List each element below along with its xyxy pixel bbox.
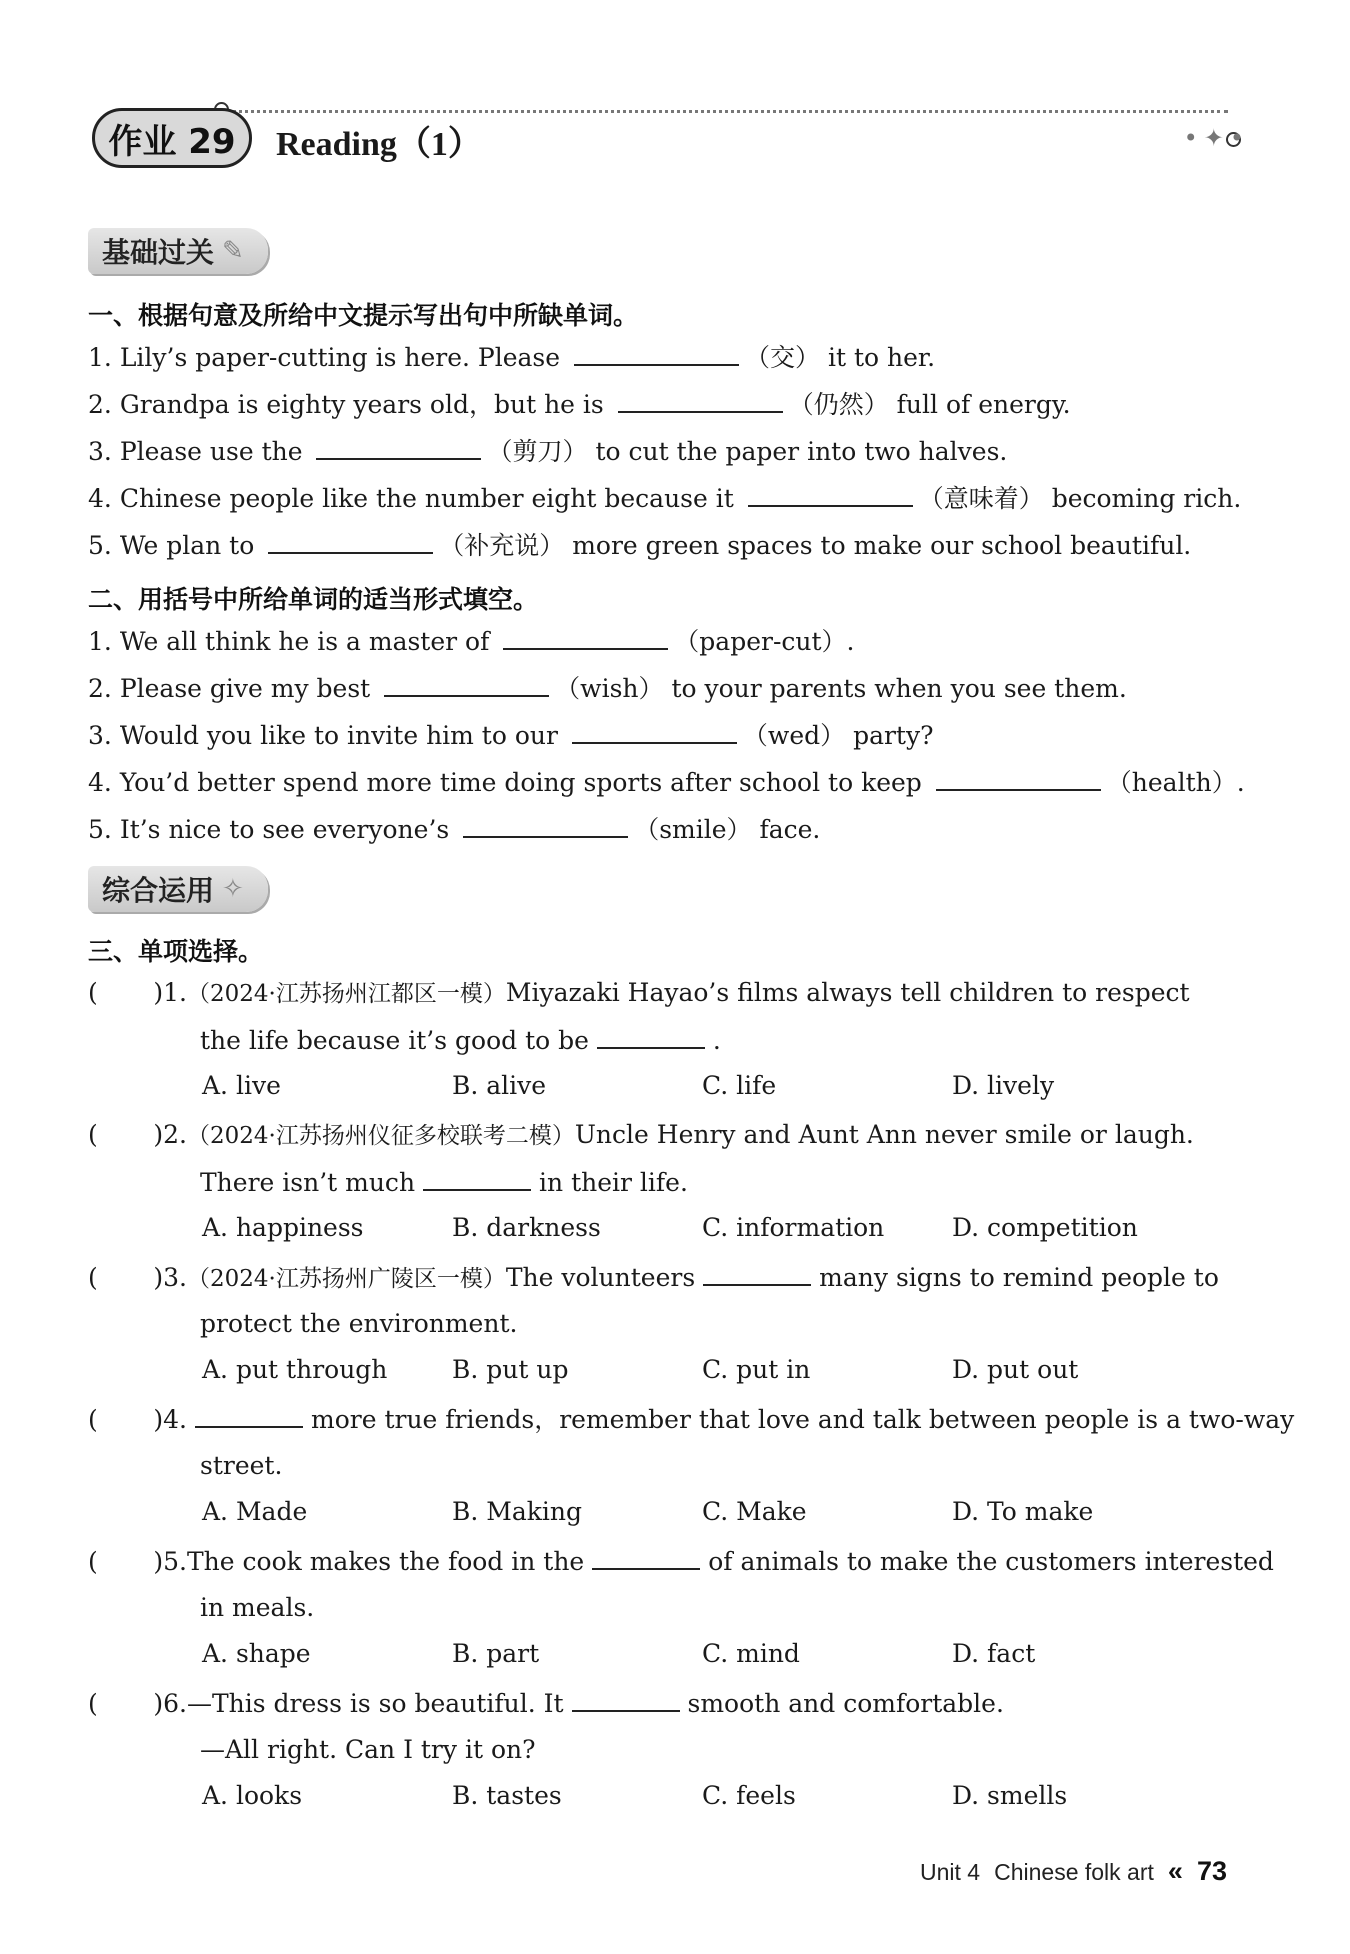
option-a[interactable]: A. live	[202, 1071, 281, 1100]
question-line	[88, 1260, 1219, 1296]
answer-paren[interactable]: ( )	[88, 1547, 164, 1576]
item-hint: （wed）	[742, 721, 846, 750]
header-dotted-line	[220, 110, 1228, 113]
answer-blank[interactable]	[463, 812, 628, 838]
section-banner-basic-label: 基础过关	[102, 236, 215, 269]
question-text: Uncle Henry and Aunt Ann never smile or laugh.	[574, 1120, 1194, 1149]
item-hint: （交）	[745, 343, 821, 372]
question-number: 3.	[163, 1263, 187, 1292]
option-b[interactable]: B. alive	[452, 1071, 547, 1100]
item-hint: （smile）	[634, 815, 752, 844]
item-text-before: Grandpa is eighty years old，but he is	[119, 390, 604, 419]
item-text-before: Please use the	[119, 437, 303, 466]
question-line	[88, 976, 1190, 1011]
question-line	[88, 1402, 1294, 1437]
answer-blank[interactable]	[572, 718, 737, 744]
pencil-icon: ✎	[222, 236, 244, 266]
option-c[interactable]: C. mind	[702, 1639, 800, 1668]
item-text-before: Chinese people like the number eight because it	[119, 484, 734, 513]
item-hint: （health）.	[1106, 768, 1245, 797]
option-b[interactable]: B. darkness	[452, 1213, 601, 1242]
item-text-before: You’d better spend more time doing sports after school to keep	[119, 768, 922, 797]
answer-blank[interactable]	[618, 387, 783, 413]
question-line: in meals.	[200, 1593, 315, 1622]
option-c[interactable]: C. feels	[702, 1781, 796, 1810]
fill-item	[88, 624, 855, 659]
question-number: 6.	[163, 1689, 187, 1718]
item-text-before: We all think he is a master of	[119, 627, 490, 656]
fill-item	[88, 528, 1191, 563]
answer-blank[interactable]	[384, 671, 549, 697]
part1-heading: 一、根据句意及所给中文提示写出句中所缺单词。	[88, 301, 639, 330]
answer-blank[interactable]	[316, 434, 481, 460]
item-text-after: it to her.	[827, 343, 936, 372]
answer-paren[interactable]: ( )	[88, 978, 164, 1007]
option-d[interactable]: D. smells	[952, 1781, 1068, 1810]
item-number: 5.	[88, 531, 112, 560]
section-banner-comprehensive-label: 综合运用	[102, 874, 215, 907]
question-line: protect the environment.	[200, 1309, 518, 1338]
item-hint: （剪刀）	[487, 437, 588, 466]
item-number: 5.	[88, 815, 112, 844]
page-footer	[920, 1856, 1227, 1887]
question-line: —All right. Can I try it on?	[200, 1735, 536, 1764]
homework-badge-text: 作业 29	[108, 121, 236, 162]
item-number: 4.	[88, 768, 112, 797]
option-c[interactable]: C. life	[702, 1071, 777, 1100]
answer-paren[interactable]: ( )	[88, 1689, 164, 1718]
option-b[interactable]: B. part	[452, 1639, 540, 1668]
fill-item	[88, 340, 935, 375]
question-text: many signs to remind people to	[819, 1263, 1219, 1292]
question-line	[88, 1686, 1004, 1721]
question-number: 2.	[163, 1120, 187, 1149]
option-d[interactable]: D. put out	[952, 1355, 1079, 1384]
option-d[interactable]: D. competition	[952, 1213, 1138, 1242]
answer-blank[interactable]	[936, 765, 1101, 791]
question-line: street.	[200, 1451, 283, 1480]
fill-item	[88, 434, 1007, 469]
question-text: The volunteers	[505, 1263, 696, 1292]
question-text: The cook makes the food in the	[187, 1547, 585, 1576]
item-number: 4.	[88, 484, 112, 513]
item-hint: （paper-cut）.	[674, 627, 855, 656]
question-source: （2024·江苏扬州仪征多校联考二模）	[187, 1123, 575, 1149]
answer-blank[interactable]	[748, 481, 913, 507]
answer-blank[interactable]	[268, 528, 433, 554]
answer-blank[interactable]	[423, 1165, 531, 1191]
item-text-after: to cut the paper into two halves.	[595, 437, 1008, 466]
question-text: —This dress is so beautiful. It	[187, 1689, 564, 1718]
sparkle-decoration: •✦•	[1183, 124, 1250, 152]
page-title: Reading（1）	[276, 126, 482, 163]
question-text: the life because it’s good to be	[200, 1026, 589, 1055]
question-line	[200, 1023, 721, 1058]
answer-paren[interactable]: ( )	[88, 1120, 164, 1149]
footer-unit-title: Chinese folk art	[994, 1859, 1154, 1885]
page-number: 73	[1196, 1856, 1227, 1886]
item-number: 2.	[88, 674, 112, 703]
answer-blank[interactable]	[195, 1402, 303, 1428]
item-text-after: full of energy.	[896, 390, 1071, 419]
question-line	[88, 1118, 1194, 1153]
item-hint: （仍然）	[788, 390, 889, 419]
item-hint: （wish）	[555, 674, 664, 703]
double-chevron-left-icon: «	[1167, 1856, 1183, 1886]
question-source: （2024·江苏扬州江都区一模）	[187, 981, 506, 1007]
option-b[interactable]: B. put up	[452, 1355, 569, 1384]
item-text-before: Lily’s paper-cutting is here. Please	[119, 343, 561, 372]
answer-blank[interactable]	[592, 1544, 700, 1570]
item-text-after: more green spaces to make our school beautiful.	[572, 531, 1192, 560]
item-text-after: becoming rich.	[1051, 484, 1242, 513]
option-a[interactable]: A. shape	[202, 1639, 311, 1668]
question-number: 1.	[163, 978, 187, 1007]
question-text: There isn’t much	[200, 1168, 416, 1197]
option-d[interactable]: D. To make	[952, 1497, 1094, 1526]
answer-blank[interactable]	[703, 1260, 811, 1286]
item-text-after: party?	[853, 721, 934, 750]
option-c[interactable]: C. put in	[702, 1355, 811, 1384]
answer-blank[interactable]	[597, 1023, 705, 1049]
option-d[interactable]: D. lively	[952, 1071, 1055, 1100]
question-text: Miyazaki Hayao’s films always tell children to respect	[505, 978, 1190, 1007]
item-number: 3.	[88, 437, 112, 466]
item-text-before: It’s nice to see everyone’s	[119, 815, 450, 844]
section-banner-comprehensive	[88, 866, 268, 912]
question-text: smooth and comfortable.	[687, 1689, 1004, 1718]
option-b[interactable]: B. tastes	[452, 1781, 562, 1810]
question-text: more true friends，remember that love and talk between people is a two-way	[311, 1405, 1295, 1434]
question-line	[200, 1165, 688, 1200]
item-number: 1.	[88, 343, 112, 372]
item-text-before: Please give my best	[119, 674, 371, 703]
fill-item	[88, 718, 934, 753]
fill-item	[88, 812, 820, 847]
item-number: 1.	[88, 627, 112, 656]
option-a[interactable]: A. put through	[202, 1355, 388, 1384]
answer-paren[interactable]: ( )	[88, 1263, 164, 1292]
question-text: of animals to make the customers interested	[708, 1547, 1274, 1576]
section-banner-basic	[88, 228, 268, 274]
part2-heading: 二、用括号中所给单词的适当形式填空。	[88, 585, 539, 614]
fill-item	[88, 671, 1127, 706]
answer-paren[interactable]: ( )	[88, 1405, 164, 1434]
footer-unit: Unit 4	[920, 1859, 981, 1885]
question-line	[88, 1544, 1274, 1579]
homework-number-badge	[92, 108, 252, 168]
question-text: .	[712, 1026, 721, 1055]
item-text-after: face.	[759, 815, 821, 844]
question-text: in their life.	[539, 1168, 688, 1197]
part3-heading: 三、单项选择。	[88, 937, 264, 966]
question-number: 5.	[163, 1547, 187, 1576]
sparkle-icon: ✧	[222, 874, 244, 904]
option-b[interactable]: B. Making	[452, 1497, 583, 1526]
answer-blank[interactable]	[574, 340, 739, 366]
fill-item	[88, 765, 1245, 800]
question-number: 4.	[163, 1405, 187, 1434]
option-c[interactable]: C. Make	[702, 1497, 807, 1526]
option-a[interactable]: A. Made	[202, 1497, 308, 1526]
item-text-before: We plan to	[119, 531, 255, 560]
option-c[interactable]: C. information	[702, 1213, 885, 1242]
option-a[interactable]: A. happiness	[202, 1213, 364, 1242]
option-d[interactable]: D. fact	[952, 1639, 1036, 1668]
item-number: 2.	[88, 390, 112, 419]
fill-item	[88, 387, 1071, 422]
option-a[interactable]: A. looks	[202, 1781, 303, 1810]
answer-blank[interactable]	[572, 1686, 680, 1712]
item-number: 3.	[88, 721, 112, 750]
item-text-before: Would you like to invite him to our	[119, 721, 558, 750]
item-text-after: to your parents when you see them.	[671, 674, 1127, 703]
item-hint: （补充说）	[439, 531, 565, 560]
fill-item	[88, 481, 1241, 516]
item-hint: （意味着）	[918, 484, 1044, 513]
question-source: （2024·江苏扬州广陵区一模）	[187, 1266, 506, 1292]
answer-blank[interactable]	[503, 624, 668, 650]
